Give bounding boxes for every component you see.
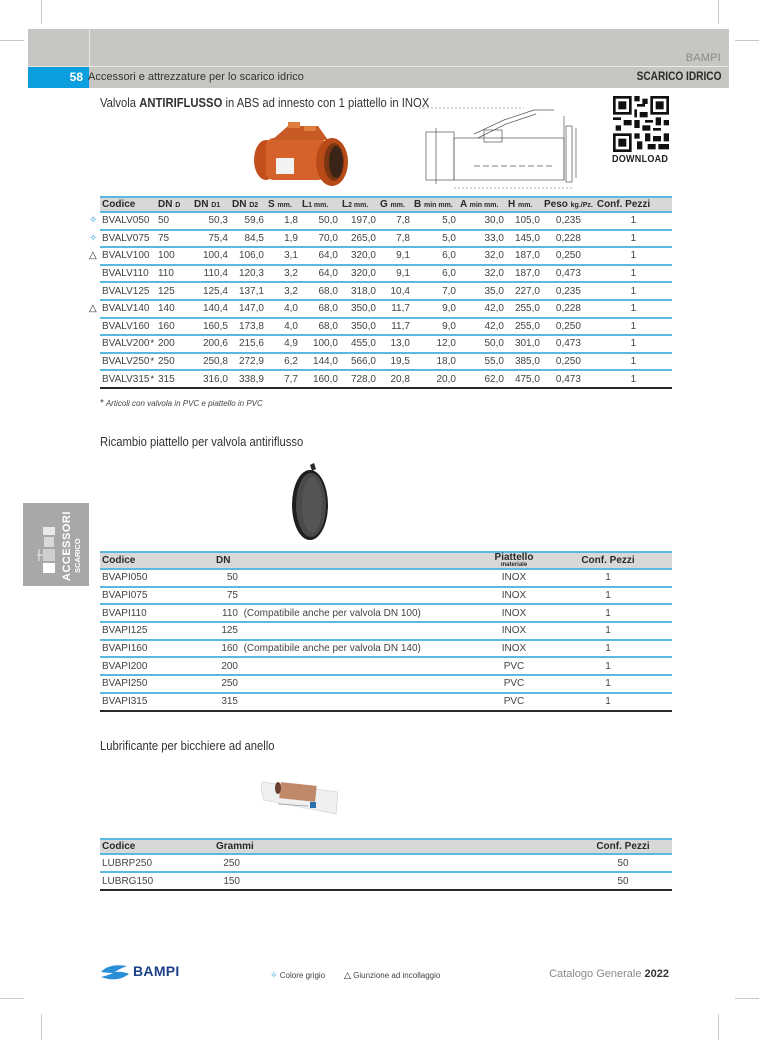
cell-l1: 100,0 bbox=[300, 335, 340, 353]
cell-l1: 68,0 bbox=[300, 300, 340, 318]
cell-h: 105,0 bbox=[506, 212, 542, 230]
cell-d2: 59,6 bbox=[230, 212, 266, 230]
cell-a: 32,0 bbox=[458, 265, 506, 283]
cell-h: 301,0 bbox=[506, 335, 542, 353]
table-row bbox=[100, 212, 672, 230]
cell-codice: BVALV125 bbox=[100, 282, 156, 300]
cell-a: 42,0 bbox=[458, 318, 506, 336]
asterisk-icon: * bbox=[150, 338, 154, 349]
cell-s: 1,8 bbox=[266, 212, 300, 230]
cell-h: 385,0 bbox=[506, 353, 542, 371]
cell-b: 6,0 bbox=[412, 247, 458, 265]
table-header-row bbox=[100, 839, 672, 854]
cell-conf: 1 bbox=[595, 370, 672, 388]
cell-l2: 320,0 bbox=[340, 265, 378, 283]
fitting-icon bbox=[37, 525, 59, 575]
cell-conf: 1 bbox=[595, 300, 672, 318]
col-peso: Peso kg./Pz. bbox=[543, 199, 593, 210]
cell-codice: BVAPI250 bbox=[100, 675, 214, 693]
cell-dn: 315 bbox=[214, 693, 484, 711]
bampi-logo-icon bbox=[99, 963, 131, 981]
cell-s: 4,0 bbox=[266, 300, 300, 318]
cell-peso: 0,235 bbox=[542, 282, 595, 300]
disc-table bbox=[100, 551, 672, 712]
diamond-icon: ✧ bbox=[270, 970, 278, 980]
cell-d2: 338,9 bbox=[230, 370, 266, 388]
cell-peso: 0,235 bbox=[542, 212, 595, 230]
cell-codice: BVALV315* bbox=[100, 370, 156, 388]
table-row bbox=[100, 265, 672, 283]
cell-conf: 1 bbox=[595, 212, 672, 230]
header-divider bbox=[89, 29, 90, 66]
cell-d1: 160,5 bbox=[192, 318, 230, 336]
cell-d2: 272,9 bbox=[230, 353, 266, 371]
cell-a: 55,0 bbox=[458, 353, 506, 371]
disc-product-image bbox=[290, 463, 330, 541]
cell-codice: ✧ BVALV075 bbox=[100, 230, 156, 248]
cell-a: 32,0 bbox=[458, 247, 506, 265]
col-conf-pezzi: Conf. Pezzi bbox=[574, 839, 672, 854]
cell-conf: 1 bbox=[544, 657, 672, 675]
cell-a: 35,0 bbox=[458, 282, 506, 300]
cell-codice: BVAPI075 bbox=[100, 587, 214, 605]
triangle-icon: △ bbox=[89, 250, 97, 262]
cell-s: 4,0 bbox=[266, 318, 300, 336]
cell-dn: 250 bbox=[156, 353, 192, 371]
cell-conf: 50 bbox=[574, 854, 672, 872]
col-b-min: B min mm. bbox=[412, 197, 458, 212]
cell-codice: BVAPI315 bbox=[100, 693, 214, 711]
cell-codice: BVALV250* bbox=[100, 353, 156, 371]
cell-materiale: PVC bbox=[484, 693, 544, 711]
cell-l1: 64,0 bbox=[300, 247, 340, 265]
cell-l2: 566,0 bbox=[340, 353, 378, 371]
cell-g: 7,8 bbox=[378, 230, 412, 248]
cell-s: 3,1 bbox=[266, 247, 300, 265]
cell-codice: BVALV110 bbox=[100, 265, 156, 283]
col-dn-d2: DN D2 bbox=[230, 197, 266, 212]
cell-conf: 1 bbox=[595, 282, 672, 300]
cell-h: 255,0 bbox=[506, 300, 542, 318]
cell-h: 255,0 bbox=[506, 318, 542, 336]
legend-giunzione: △ Giunzione ad incollaggio bbox=[344, 970, 441, 980]
cell-conf: 1 bbox=[595, 230, 672, 248]
cell-conf: 1 bbox=[544, 604, 672, 622]
crop-mark bbox=[41, 1014, 42, 1040]
cell-dn: 140 bbox=[156, 300, 192, 318]
cell-dn: 110 bbox=[156, 265, 192, 283]
cell-h: 475,0 bbox=[506, 370, 542, 388]
cell-d1: 125,4 bbox=[192, 282, 230, 300]
cell-a: 50,0 bbox=[458, 335, 506, 353]
cell-codice: LUBRP250 bbox=[100, 854, 214, 872]
cell-codice: ✧ BVALV050 bbox=[100, 212, 156, 230]
col-a-min: A min mm. bbox=[458, 197, 506, 212]
cell-d2: 215,6 bbox=[230, 335, 266, 353]
cell-dn: 75 bbox=[214, 587, 484, 605]
table-row bbox=[100, 353, 672, 371]
disc-section-title: Ricambio piattello per valvola antiriflusso bbox=[100, 435, 304, 449]
col-codice: Codice bbox=[100, 197, 156, 212]
cell-d2: 106,0 bbox=[230, 247, 266, 265]
table-row bbox=[100, 318, 672, 336]
table-row bbox=[100, 657, 672, 675]
cell-l2: 350,0 bbox=[340, 318, 378, 336]
lube-section-title: Lubrificante per bicchiere ad anello bbox=[100, 739, 275, 753]
cell-materiale: INOX bbox=[484, 587, 544, 605]
cell-peso: 0,473 bbox=[542, 265, 595, 283]
cell-codice: △ BVALV100 bbox=[100, 247, 156, 265]
cell-s: 3,2 bbox=[266, 265, 300, 283]
cell-d2: 137,1 bbox=[230, 282, 266, 300]
col-h: H mm. bbox=[506, 197, 542, 212]
cell-dn: 250 bbox=[214, 675, 484, 693]
cell-dn: 315 bbox=[156, 370, 192, 388]
cell-s: 3,2 bbox=[266, 282, 300, 300]
cell-g: 20,8 bbox=[378, 370, 412, 388]
header-band bbox=[28, 29, 729, 66]
cell-l2: 350,0 bbox=[340, 300, 378, 318]
table-row bbox=[100, 640, 672, 658]
cell-h: 145,0 bbox=[506, 230, 542, 248]
cell-materiale: PVC bbox=[484, 657, 544, 675]
valve-section-title: Valvola ANTIRIFLUSSO in ABS ad innesto con 1 piattello in INOX bbox=[100, 96, 430, 110]
cell-b: 9,0 bbox=[412, 318, 458, 336]
table-row bbox=[100, 282, 672, 300]
lubricant-product-image bbox=[258, 772, 338, 822]
cell-dn: 200 bbox=[156, 335, 192, 353]
cell-codice: LUBRG150 bbox=[100, 872, 214, 890]
side-tab-label: ACCESSORI bbox=[61, 511, 73, 581]
col-l1: L1 mm. bbox=[300, 197, 340, 212]
cell-conf: 1 bbox=[544, 693, 672, 711]
cell-materiale: INOX bbox=[484, 569, 544, 587]
cell-codice: BVALV160 bbox=[100, 318, 156, 336]
cell-g: 11,7 bbox=[378, 318, 412, 336]
cell-grammi: 250 bbox=[214, 854, 574, 872]
header-bar bbox=[28, 66, 729, 88]
diamond-icon: ✧ bbox=[89, 232, 98, 244]
cell-dn: 160 (Compatibile anche per valvola DN 140) bbox=[214, 640, 484, 658]
col-s: S mm. bbox=[266, 197, 300, 212]
cell-dn: 50 bbox=[156, 212, 192, 230]
crop-mark bbox=[735, 998, 759, 999]
table-row bbox=[100, 675, 672, 693]
cell-dn: 50 bbox=[214, 569, 484, 587]
cell-l1: 144,0 bbox=[300, 353, 340, 371]
cell-d1: 316,0 bbox=[192, 370, 230, 388]
cell-codice: BVAPI200 bbox=[100, 657, 214, 675]
cell-b: 5,0 bbox=[412, 230, 458, 248]
table-row bbox=[100, 587, 672, 605]
col-conf-pezzi: Conf. Pezzi bbox=[544, 552, 672, 569]
cell-d2: 120,3 bbox=[230, 265, 266, 283]
cell-d1: 250,8 bbox=[192, 353, 230, 371]
cell-conf: 50 bbox=[574, 872, 672, 890]
cell-h: 227,0 bbox=[506, 282, 542, 300]
cell-codice: BVALV200* bbox=[100, 335, 156, 353]
cell-l2: 728,0 bbox=[340, 370, 378, 388]
side-tab-accessori-scarico bbox=[23, 503, 89, 586]
valve-technical-drawing bbox=[414, 100, 594, 192]
col-conf-pezzi: Conf. Pezzi bbox=[595, 197, 672, 212]
cell-g: 9,1 bbox=[378, 265, 412, 283]
crop-mark bbox=[718, 1014, 719, 1040]
cell-dn: 110 (Compatibile anche per valvola DN 100) bbox=[214, 604, 484, 622]
table-row bbox=[100, 247, 672, 265]
cell-conf: 1 bbox=[544, 569, 672, 587]
cell-h: 187,0 bbox=[506, 247, 542, 265]
bampi-logo-text: BAMPI bbox=[133, 963, 180, 979]
col-dn: DN D bbox=[156, 197, 192, 212]
cell-materiale: PVC bbox=[484, 675, 544, 693]
table-row bbox=[100, 872, 672, 890]
cell-materiale: INOX bbox=[484, 622, 544, 640]
cell-peso: 0,250 bbox=[542, 318, 595, 336]
cell-d1: 200,6 bbox=[192, 335, 230, 353]
cell-b: 18,0 bbox=[412, 353, 458, 371]
cell-codice: BVAPI050 bbox=[100, 569, 214, 587]
cell-d1: 100,4 bbox=[192, 247, 230, 265]
col-grammi: Grammi bbox=[214, 839, 574, 854]
page-number: 58 bbox=[28, 67, 89, 88]
cell-h: 187,0 bbox=[506, 265, 542, 283]
triangle-icon: △ bbox=[89, 303, 97, 315]
cell-conf: 1 bbox=[544, 622, 672, 640]
cell-dn: 160 bbox=[156, 318, 192, 336]
crop-mark bbox=[718, 0, 719, 24]
cell-l2: 265,0 bbox=[340, 230, 378, 248]
col-dn-d1: DN D1 bbox=[192, 197, 230, 212]
cell-conf: 1 bbox=[595, 318, 672, 336]
cell-d1: 50,3 bbox=[192, 212, 230, 230]
cell-materiale: INOX bbox=[484, 604, 544, 622]
header-section: SCARICO IDRICO bbox=[636, 71, 721, 83]
col-piattello-materiale: Piattello materiale bbox=[484, 552, 544, 569]
cell-s: 1,9 bbox=[266, 230, 300, 248]
table-row bbox=[100, 622, 672, 640]
cell-codice: △ BVALV140 bbox=[100, 300, 156, 318]
cell-dn: 200 bbox=[214, 657, 484, 675]
cell-l1: 70,0 bbox=[300, 230, 340, 248]
cell-a: 62,0 bbox=[458, 370, 506, 388]
cell-peso: 0,228 bbox=[542, 300, 595, 318]
cell-b: 5,0 bbox=[412, 212, 458, 230]
cell-s: 7,7 bbox=[266, 370, 300, 388]
table-row bbox=[100, 335, 672, 353]
cell-g: 7,8 bbox=[378, 212, 412, 230]
cell-g: 19,5 bbox=[378, 353, 412, 371]
table-header-row bbox=[100, 197, 672, 212]
diamond-icon: ✧ bbox=[89, 215, 98, 227]
col-codice: Codice bbox=[100, 552, 214, 569]
cell-codice: BVAPI110 bbox=[100, 604, 214, 622]
cell-g: 11,7 bbox=[378, 300, 412, 318]
table-row bbox=[100, 693, 672, 711]
col-dn: DN bbox=[214, 552, 484, 569]
valve-footnote: * Articoli con valvola in PVC e piattello in PVC bbox=[100, 398, 263, 409]
cell-codice: BVAPI160 bbox=[100, 640, 214, 658]
cell-dn: 125 bbox=[156, 282, 192, 300]
cell-a: 42,0 bbox=[458, 300, 506, 318]
header-brand: BAMPI bbox=[685, 52, 721, 64]
cell-conf: 1 bbox=[595, 353, 672, 371]
cell-b: 20,0 bbox=[412, 370, 458, 388]
cell-d2: 147,0 bbox=[230, 300, 266, 318]
catalog-label: Catalogo Generale 2022 bbox=[549, 968, 669, 980]
cell-b: 9,0 bbox=[412, 300, 458, 318]
qr-download-label: DOWNLOAD bbox=[612, 154, 669, 165]
cell-l2: 320,0 bbox=[340, 247, 378, 265]
cell-d1: 110,4 bbox=[192, 265, 230, 283]
cell-b: 12,0 bbox=[412, 335, 458, 353]
crop-mark bbox=[41, 0, 42, 24]
cell-conf: 1 bbox=[595, 247, 672, 265]
table-row bbox=[100, 230, 672, 248]
cell-b: 6,0 bbox=[412, 265, 458, 283]
crop-mark bbox=[0, 40, 24, 41]
asterisk-icon: * bbox=[150, 356, 154, 367]
col-g: G mm. bbox=[378, 197, 412, 212]
cell-conf: 1 bbox=[544, 587, 672, 605]
cell-grammi: 150 bbox=[214, 872, 574, 890]
table-header-row bbox=[100, 552, 672, 569]
cell-dn: 100 bbox=[156, 247, 192, 265]
cell-dn: 125 bbox=[214, 622, 484, 640]
qr-code[interactable] bbox=[613, 96, 669, 152]
cell-peso: 0,250 bbox=[542, 353, 595, 371]
valve-product-image bbox=[248, 118, 358, 190]
cell-a: 30,0 bbox=[458, 212, 506, 230]
cell-d2: 84,5 bbox=[230, 230, 266, 248]
cell-d2: 173,8 bbox=[230, 318, 266, 336]
col-codice: Codice bbox=[100, 839, 214, 854]
table-row bbox=[100, 569, 672, 587]
cell-b: 7,0 bbox=[412, 282, 458, 300]
legend-colore-grigio: ✧ Colore grigio bbox=[270, 970, 326, 980]
side-tab-sublabel: SCARICO bbox=[73, 538, 82, 573]
asterisk-icon: * bbox=[150, 373, 154, 384]
cell-conf: 1 bbox=[595, 335, 672, 353]
crop-mark bbox=[735, 40, 759, 41]
cell-l1: 64,0 bbox=[300, 265, 340, 283]
cell-l1: 160,0 bbox=[300, 370, 340, 388]
cell-materiale: INOX bbox=[484, 640, 544, 658]
cell-g: 10,4 bbox=[378, 282, 412, 300]
col-l2: L2 mm. bbox=[340, 197, 378, 212]
table-row bbox=[100, 300, 672, 318]
cell-a: 33,0 bbox=[458, 230, 506, 248]
cell-l1: 68,0 bbox=[300, 282, 340, 300]
cell-codice: BVAPI125 bbox=[100, 622, 214, 640]
cell-peso: 0,473 bbox=[542, 335, 595, 353]
cell-peso: 0,473 bbox=[542, 370, 595, 388]
cell-peso: 0,250 bbox=[542, 247, 595, 265]
header-title: Accessori e attrezzature per lo scarico idrico bbox=[88, 71, 304, 83]
table-row bbox=[100, 370, 672, 388]
triangle-icon: △ bbox=[344, 970, 351, 980]
valve-table bbox=[89, 196, 672, 389]
lube-table bbox=[100, 838, 672, 891]
cell-g: 9,1 bbox=[378, 247, 412, 265]
cell-conf: 1 bbox=[595, 265, 672, 283]
cell-conf: 1 bbox=[544, 640, 672, 658]
cell-l2: 455,0 bbox=[340, 335, 378, 353]
crop-mark bbox=[0, 998, 24, 999]
cell-l1: 68,0 bbox=[300, 318, 340, 336]
cell-d1: 140,4 bbox=[192, 300, 230, 318]
cell-dn: 75 bbox=[156, 230, 192, 248]
cell-l2: 197,0 bbox=[340, 212, 378, 230]
cell-d1: 75,4 bbox=[192, 230, 230, 248]
table-row bbox=[100, 854, 672, 872]
cell-peso: 0,228 bbox=[542, 230, 595, 248]
cell-s: 6,2 bbox=[266, 353, 300, 371]
cell-l2: 318,0 bbox=[340, 282, 378, 300]
cell-g: 13,0 bbox=[378, 335, 412, 353]
cell-conf: 1 bbox=[544, 675, 672, 693]
table-row bbox=[100, 604, 672, 622]
cell-s: 4,9 bbox=[266, 335, 300, 353]
cell-l1: 50,0 bbox=[300, 212, 340, 230]
